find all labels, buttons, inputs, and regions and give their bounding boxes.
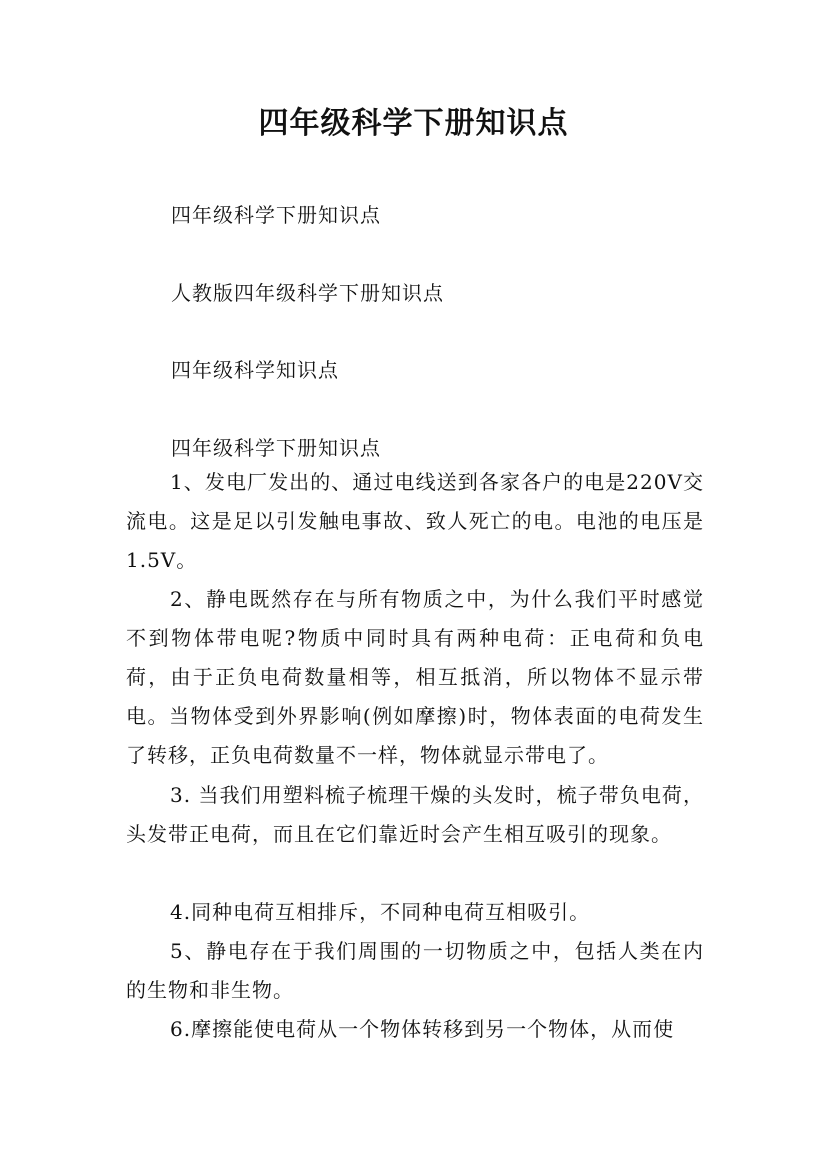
section-heading: 四年级科学下册知识点	[171, 436, 381, 460]
paragraph-2: 2、静电既然存在与所有物质之中，为什么我们平时感觉不到物体带电呢?物质中同时具有两种电荷：正电荷和负电荷，由于正负电荷数量相等，相互抵消，所以物体不显示带电。当物体受到外界影响(例如摩擦)时，物体表面的电荷发生了转移，正负电荷数量不一样，物体就显示带电了。	[126, 587, 704, 767]
paragraph-5: 5、静电存在于我们周围的一切物质之中，包括人类在内的生物和非生物。	[126, 939, 704, 1002]
subtitle-heading: 四年级科学知识点	[171, 358, 339, 382]
subtitle-heading: 四年级科学下册知识点	[171, 203, 381, 227]
paragraph-4: 4.同种电荷互相排斥，不同种电荷互相吸引。	[170, 900, 591, 924]
document-title: 四年级科学下册知识点	[258, 106, 569, 141]
paragraph-6: 6.摩擦能使电荷从一个物体转移到另一个物体，从而使	[170, 1017, 675, 1041]
subtitle-heading: 人教版四年级科学下册知识点	[171, 281, 444, 305]
paragraph-1: 1、发电厂发出的、通过电线送到各家各户的电是220V交流电。这是足以引发触电事故、致人死亡的电。电池的电压是1.5V。	[126, 470, 704, 572]
paragraph-3: 3. 当我们用塑料梳子梳理干燥的头发时，梳子带负电荷，头发带正电荷，而且在它们靠近时会产生相互吸引的现象。	[126, 783, 704, 846]
